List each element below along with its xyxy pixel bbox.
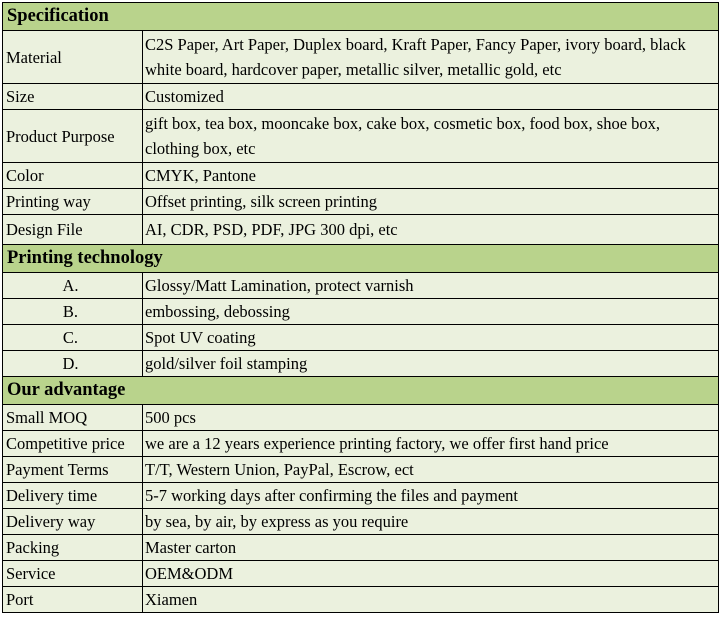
table-row bbox=[3, 431, 719, 457]
row-label: Printing way bbox=[3, 189, 143, 215]
row-label: Port bbox=[3, 587, 143, 613]
table-row bbox=[3, 325, 719, 351]
row-value: Offset printing, silk screen printing bbox=[143, 189, 719, 215]
table-row bbox=[3, 273, 719, 299]
row-label: Product Purpose bbox=[3, 110, 143, 163]
row-label: B. bbox=[3, 299, 143, 325]
row-label: Packing bbox=[3, 535, 143, 561]
row-label: Service bbox=[3, 561, 143, 587]
row-value: by sea, by air, by express as you require bbox=[143, 509, 719, 535]
table-row bbox=[3, 509, 719, 535]
row-value: AI, CDR, PSD, PDF, JPG 300 dpi, etc bbox=[143, 215, 719, 245]
row-value: gift box, tea box, mooncake box, cake box, cosmetic box, food box, shoe box, clothing box, etc bbox=[143, 110, 719, 163]
row-label: D. bbox=[3, 351, 143, 377]
row-label: Delivery time bbox=[3, 483, 143, 509]
row-value: Spot UV coating bbox=[143, 325, 719, 351]
row-value: 5-7 working days after confirming the files and payment bbox=[143, 483, 719, 509]
table-row bbox=[3, 351, 719, 377]
table-row bbox=[3, 405, 719, 431]
row-value: CMYK, Pantone bbox=[143, 163, 719, 189]
row-label: A. bbox=[3, 273, 143, 299]
table-row bbox=[3, 31, 719, 84]
section-specification bbox=[3, 3, 719, 31]
row-value: C2S Paper, Art Paper, Duplex board, Kraft Paper, Fancy Paper, ivory board, black white board, hardcover paper, metallic silver, metallic gold, etc bbox=[143, 31, 719, 84]
table-row bbox=[3, 587, 719, 613]
row-label: Material bbox=[3, 31, 143, 84]
table-row bbox=[3, 561, 719, 587]
row-label: Design File bbox=[3, 215, 143, 245]
table-row bbox=[3, 163, 719, 189]
table-row bbox=[3, 299, 719, 325]
section-title: Specification bbox=[3, 3, 719, 31]
table-row bbox=[3, 110, 719, 163]
row-value: we are a 12 years experience printing factory, we offer first hand price bbox=[143, 431, 719, 457]
table-row bbox=[3, 215, 719, 245]
table-row bbox=[3, 535, 719, 561]
row-label: Payment Terms bbox=[3, 457, 143, 483]
row-label: Color bbox=[3, 163, 143, 189]
section-title: Printing technology bbox=[3, 245, 719, 273]
section-printing-technology bbox=[3, 245, 719, 273]
row-label: Small MOQ bbox=[3, 405, 143, 431]
row-value: 500 pcs bbox=[143, 405, 719, 431]
row-value: Glossy/Matt Lamination, protect varnish bbox=[143, 273, 719, 299]
row-label: C. bbox=[3, 325, 143, 351]
row-label: Delivery way bbox=[3, 509, 143, 535]
section-our-advantage bbox=[3, 377, 719, 405]
row-value: T/T, Western Union, PayPal, Escrow, ect bbox=[143, 457, 719, 483]
row-value: embossing, debossing bbox=[143, 299, 719, 325]
row-value: Customized bbox=[143, 84, 719, 110]
row-label: Competitive price bbox=[3, 431, 143, 457]
table-row bbox=[3, 189, 719, 215]
table-row bbox=[3, 84, 719, 110]
row-value: Xiamen bbox=[143, 587, 719, 613]
row-value: Master carton bbox=[143, 535, 719, 561]
row-value: gold/silver foil stamping bbox=[143, 351, 719, 377]
table-row bbox=[3, 483, 719, 509]
section-title: Our advantage bbox=[3, 377, 719, 405]
row-value: OEM&ODM bbox=[143, 561, 719, 587]
table-row bbox=[3, 457, 719, 483]
row-label: Size bbox=[3, 84, 143, 110]
spec-table bbox=[2, 2, 719, 613]
